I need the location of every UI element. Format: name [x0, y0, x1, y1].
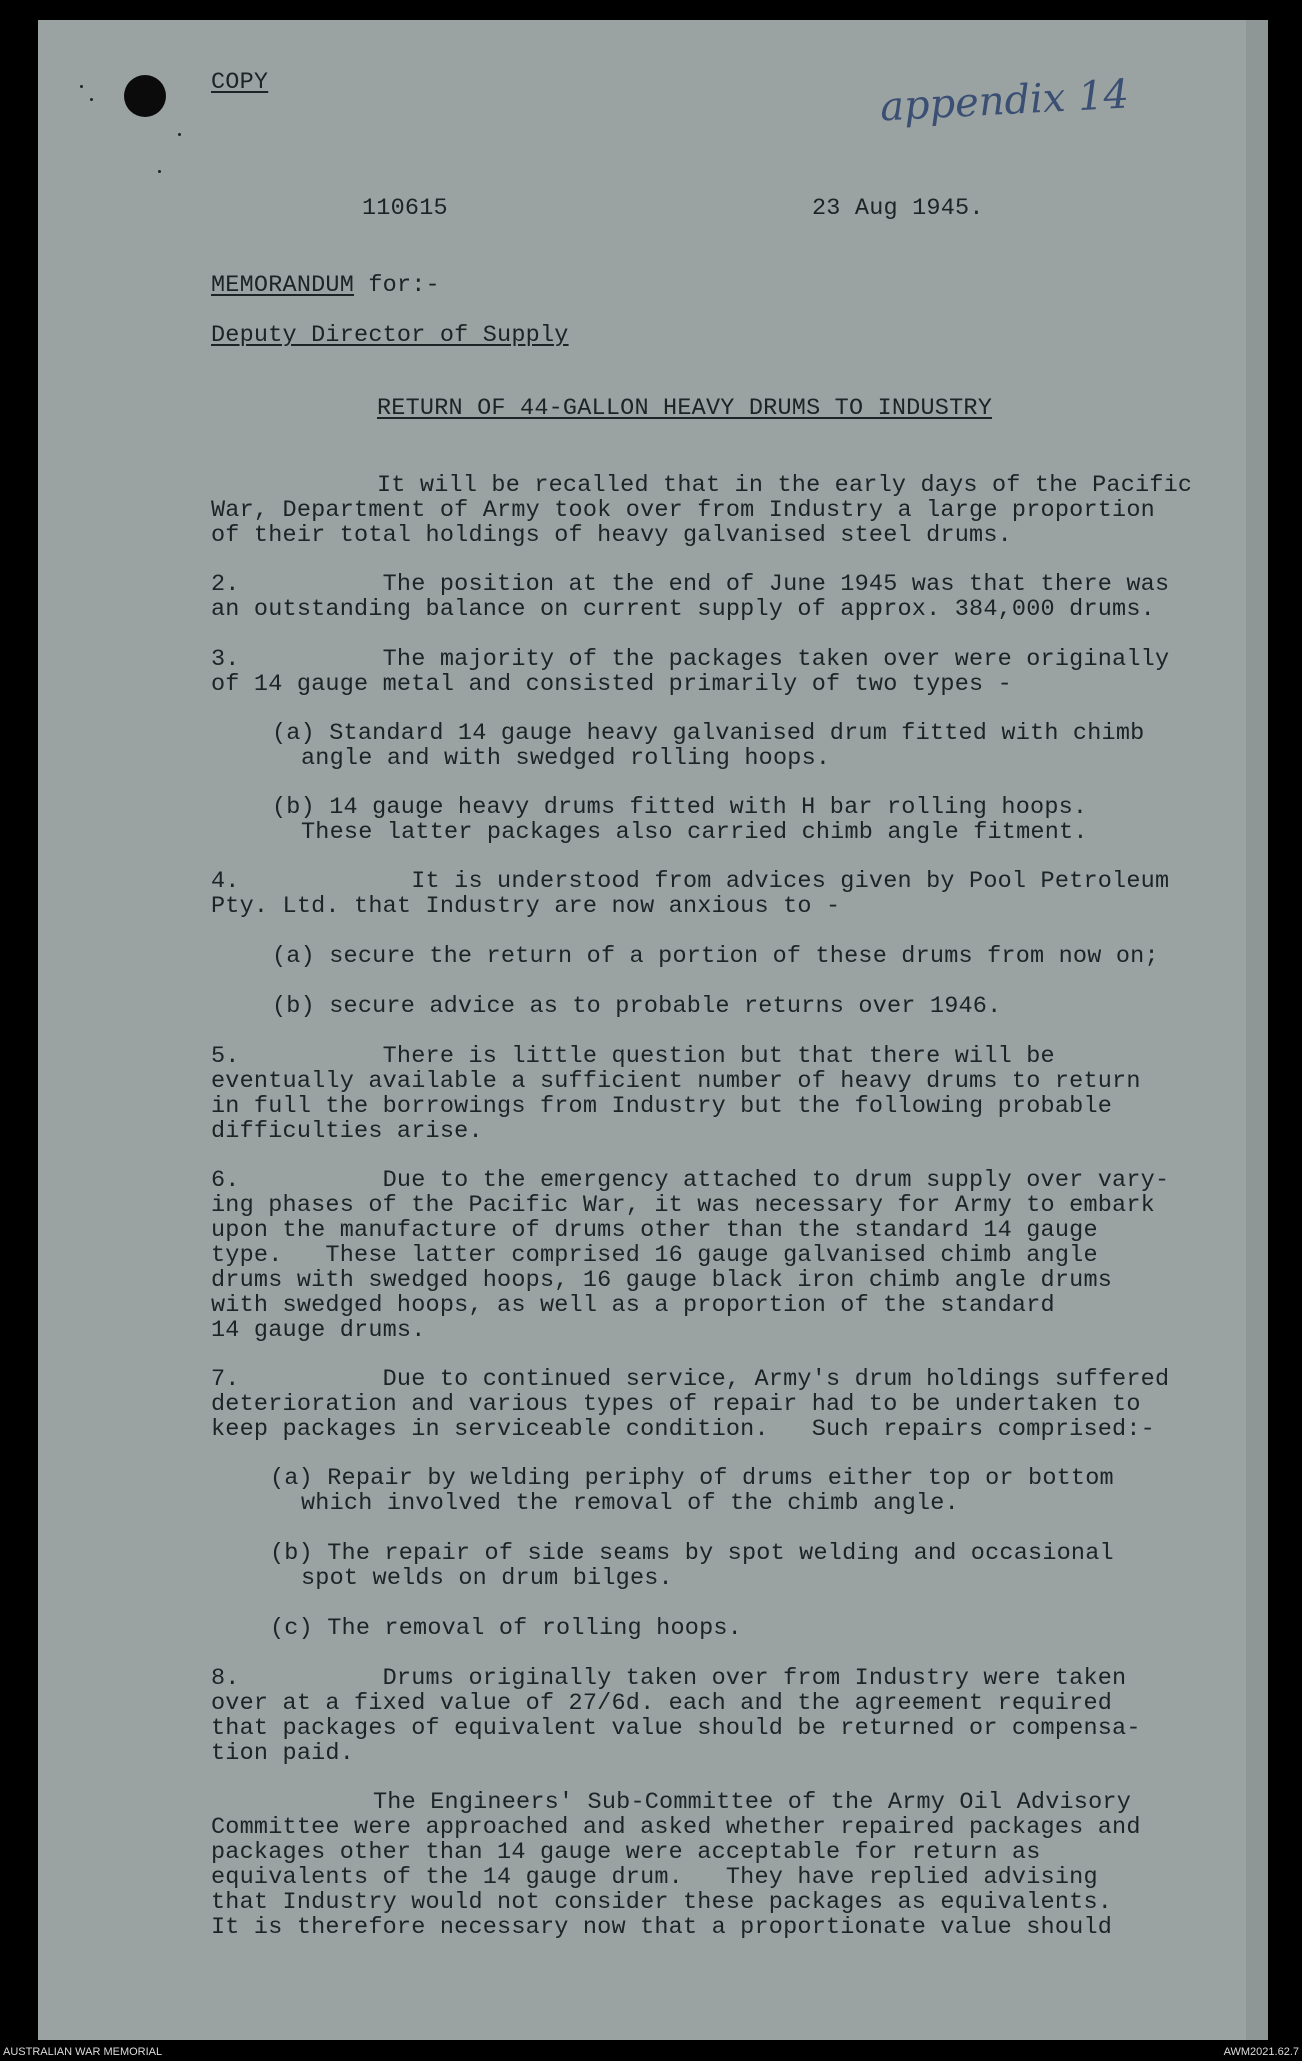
body-line: It is therefore necessary now that a proportionate value should — [211, 1914, 1113, 1941]
body-line: tion paid. — [211, 1740, 355, 1767]
body-line: 2. The position at the end of June 1945 was that there was — [211, 571, 1170, 598]
body-line: (a) secure the return of a portion of these drums from now on; — [272, 943, 1159, 970]
body-line: (b) secure advice as to probable returns over 1946. — [272, 993, 1002, 1020]
body-line: spot welds on drum bilges. — [301, 1565, 673, 1592]
body-line: 8. Drums originally taken over from Industry were taken — [211, 1665, 1127, 1692]
body-line: type. These latter comprised 16 gauge galvanised chimb angle — [211, 1242, 1098, 1269]
body-line: These latter packages also carried chimb angle fitment. — [301, 819, 1088, 846]
copy-label: COPY — [211, 69, 269, 96]
speck — [90, 98, 93, 101]
body-line: 3. The majority of the packages taken over were originally — [211, 646, 1170, 673]
memo-date: 23 Aug 1945. — [812, 195, 984, 222]
body-line: angle and with swedged rolling hoops. — [301, 745, 831, 772]
speck — [80, 85, 83, 88]
addressee: Deputy Director of Supply — [211, 322, 569, 349]
body-line: (a) Standard 14 gauge heavy galvanised drum fitted with chimb — [272, 720, 1145, 747]
body-line: Committee were approached and asked whether repaired packages and — [211, 1814, 1141, 1841]
body-line: (b) The repair of side seams by spot welding and occasional — [270, 1540, 1114, 1567]
memorandum-word: MEMORANDUM — [211, 272, 355, 299]
body-line: which involved the removal of the chimb angle. — [301, 1490, 959, 1517]
body-line: ing phases of the Pacific War, it was necessary for Army to embark — [211, 1192, 1155, 1219]
footer-left: AUSTRALIAN WAR MEMORIAL — [3, 2046, 163, 2058]
memorandum-for: for:- — [354, 272, 440, 299]
body-line: that Industry would not consider these packages as equivalents. — [211, 1889, 1113, 1916]
body-line: over at a fixed value of 27/6d. each and the agreement required — [211, 1690, 1113, 1717]
body-line: of 14 gauge metal and consisted primarily of two types - — [211, 671, 1012, 698]
body-line: upon the manufacture of drums other than the standard 14 gauge — [211, 1217, 1098, 1244]
body-line: It will be recalled that in the early days of the Pacific — [377, 472, 1193, 499]
footer-right: AWM2021.62.7 — [1223, 2046, 1299, 2058]
body-line: Pty. Ltd. that Industry are now anxious to - — [211, 893, 841, 920]
body-line: The Engineers' Sub-Committee of the Army Oil Advisory — [373, 1789, 1132, 1816]
body-line: deterioration and various types of repair had to be undertaken to — [211, 1391, 1141, 1418]
body-line: 7. Due to continued service, Army's drum holdings suffered — [211, 1366, 1170, 1393]
speck — [158, 170, 161, 173]
body-line: (a) Repair by welding periphy of drums either top or bottom — [270, 1465, 1114, 1492]
body-line: packages other than 14 gauge were acceptable for return as — [211, 1839, 1041, 1866]
body-line: drums with swedged hoops, 16 gauge black iron chimb angle drums — [211, 1267, 1113, 1294]
body-line: keep packages in serviceable condition. Such repairs comprised:- — [211, 1416, 1155, 1443]
body-line: War, Department of Army took over from Industry a large proportion — [211, 497, 1155, 524]
body-line: with swedged hoops, as well as a proportion of the standard — [211, 1292, 1055, 1319]
body-line: in full the borrowings from Industry but the following probable — [211, 1093, 1113, 1120]
body-line: 4. It is understood from advices given by Pool Petroleum — [211, 868, 1170, 895]
body-line: difficulties arise. — [211, 1118, 483, 1145]
memorandum-heading — [211, 273, 440, 298]
body-line: (c) The removal of rolling hoops. — [270, 1615, 742, 1642]
body-line: of their total holdings of heavy galvanised steel drums. — [211, 522, 1012, 549]
body-line: 5. There is little question but that there will be — [211, 1043, 1055, 1070]
speck — [178, 133, 181, 136]
reference-number: 110615 — [362, 195, 448, 222]
subject-line: RETURN OF 44-GALLON HEAVY DRUMS TO INDUSTRY — [377, 395, 992, 422]
punch-hole — [124, 75, 166, 117]
body-line: eventually available a sufficient number of heavy drums to return — [211, 1068, 1141, 1095]
body-line: that packages of equivalent value should be returned or compensa- — [211, 1715, 1141, 1742]
body-line: (b) 14 gauge heavy drums fitted with H bar rolling hoops. — [272, 794, 1088, 821]
body-line: an outstanding balance on current supply of approx. 384,000 drums. — [211, 596, 1155, 623]
body-line: 6. Due to the emergency attached to drum supply over vary- — [211, 1167, 1170, 1194]
handwritten-note: appendix 14 — [878, 71, 1131, 131]
body-line: 14 gauge drums. — [211, 1317, 426, 1344]
body-line: equivalents of the 14 gauge drum. They have replied advising — [211, 1864, 1098, 1891]
